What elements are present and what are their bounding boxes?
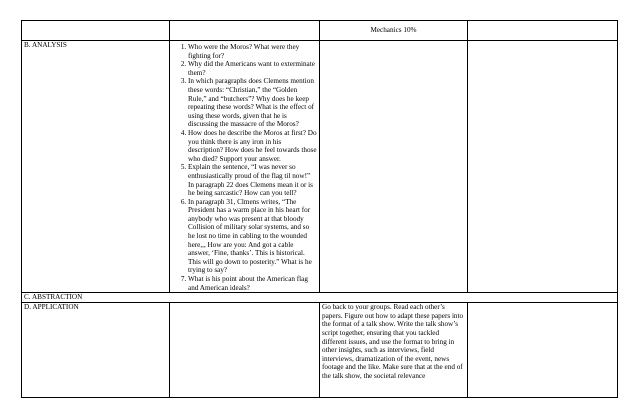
- application-row: [22, 303, 618, 398]
- analysis-cell-empty-3: [320, 41, 468, 293]
- analysis-question: 7. What is his point about the American flag and American ideals?: [188, 275, 317, 292]
- application-cell-empty-4: [468, 303, 618, 398]
- analysis-row: [22, 41, 618, 293]
- analysis-questions-cell: [170, 41, 320, 293]
- analysis-question: 5. Explain the sentence, “I was never so enthusiastically proud of the flag til now!” In paragraph 22 does Clemens mean it or is he being sarcastic? How can you tell?: [188, 163, 317, 197]
- application-label: D. APPLICATION: [22, 303, 170, 398]
- application-text-cell: [320, 303, 468, 398]
- analysis-question-list: [172, 43, 317, 292]
- abstraction-row: [22, 293, 618, 303]
- mechanics-header: Mechanics 10%: [320, 21, 468, 41]
- analysis-question: 1. Who were the Moros? What were they fighting for?: [188, 43, 317, 60]
- analysis-label: B. ANALYSIS: [22, 41, 170, 293]
- analysis-cell-empty-4: [468, 41, 618, 293]
- application-cell-empty-2: [170, 303, 320, 398]
- header-cell-empty-1: [22, 21, 170, 41]
- application-text: Go back to your groups. Read each other’s papers. Figure out how to adapt these papers into the format of a talk show. Write the talk show’s script together, ensuring that you tackled different issues, and use the format to bring in other insights, such as interviews, field interviews, dramatization of the event, news footage and the like. Make sure that at the end of the talk show, the societal relevance: [322, 303, 464, 380]
- analysis-question: 6. In paragraph 31, Clmens writes, “The President has a warm place in his heart for anybody who was present at that bloody Collision of military solar systems, and so he lost no time in cabling to the wounded here,,, How are you: And got a cable answer, ‘Fine, thanks’. This is historical. This will go down to posterity.” What is he trying to say?: [188, 198, 317, 275]
- header-cell-empty-2: [170, 21, 320, 41]
- analysis-question: 2. Why did the Americans want to exterminate them?: [188, 60, 317, 77]
- lesson-plan-table: [21, 20, 618, 398]
- analysis-question: 4. How does he describe the Moros at first? Do you think there is any iron in his description? How does he feel towards those who died? Support your answer.: [188, 129, 317, 163]
- analysis-question: 3. In which paragraphs does Clemens mention these words: “Christian,” the “Golden Rule,” and “butchers”? Why does he keep repeating these words? What is the effect of using these words, given that he is discussing the massacre of the Moros?: [188, 77, 317, 129]
- abstraction-label: C. ABSTRACTION: [22, 293, 618, 303]
- header-cell-empty-4: [468, 21, 618, 41]
- header-row: [22, 21, 618, 41]
